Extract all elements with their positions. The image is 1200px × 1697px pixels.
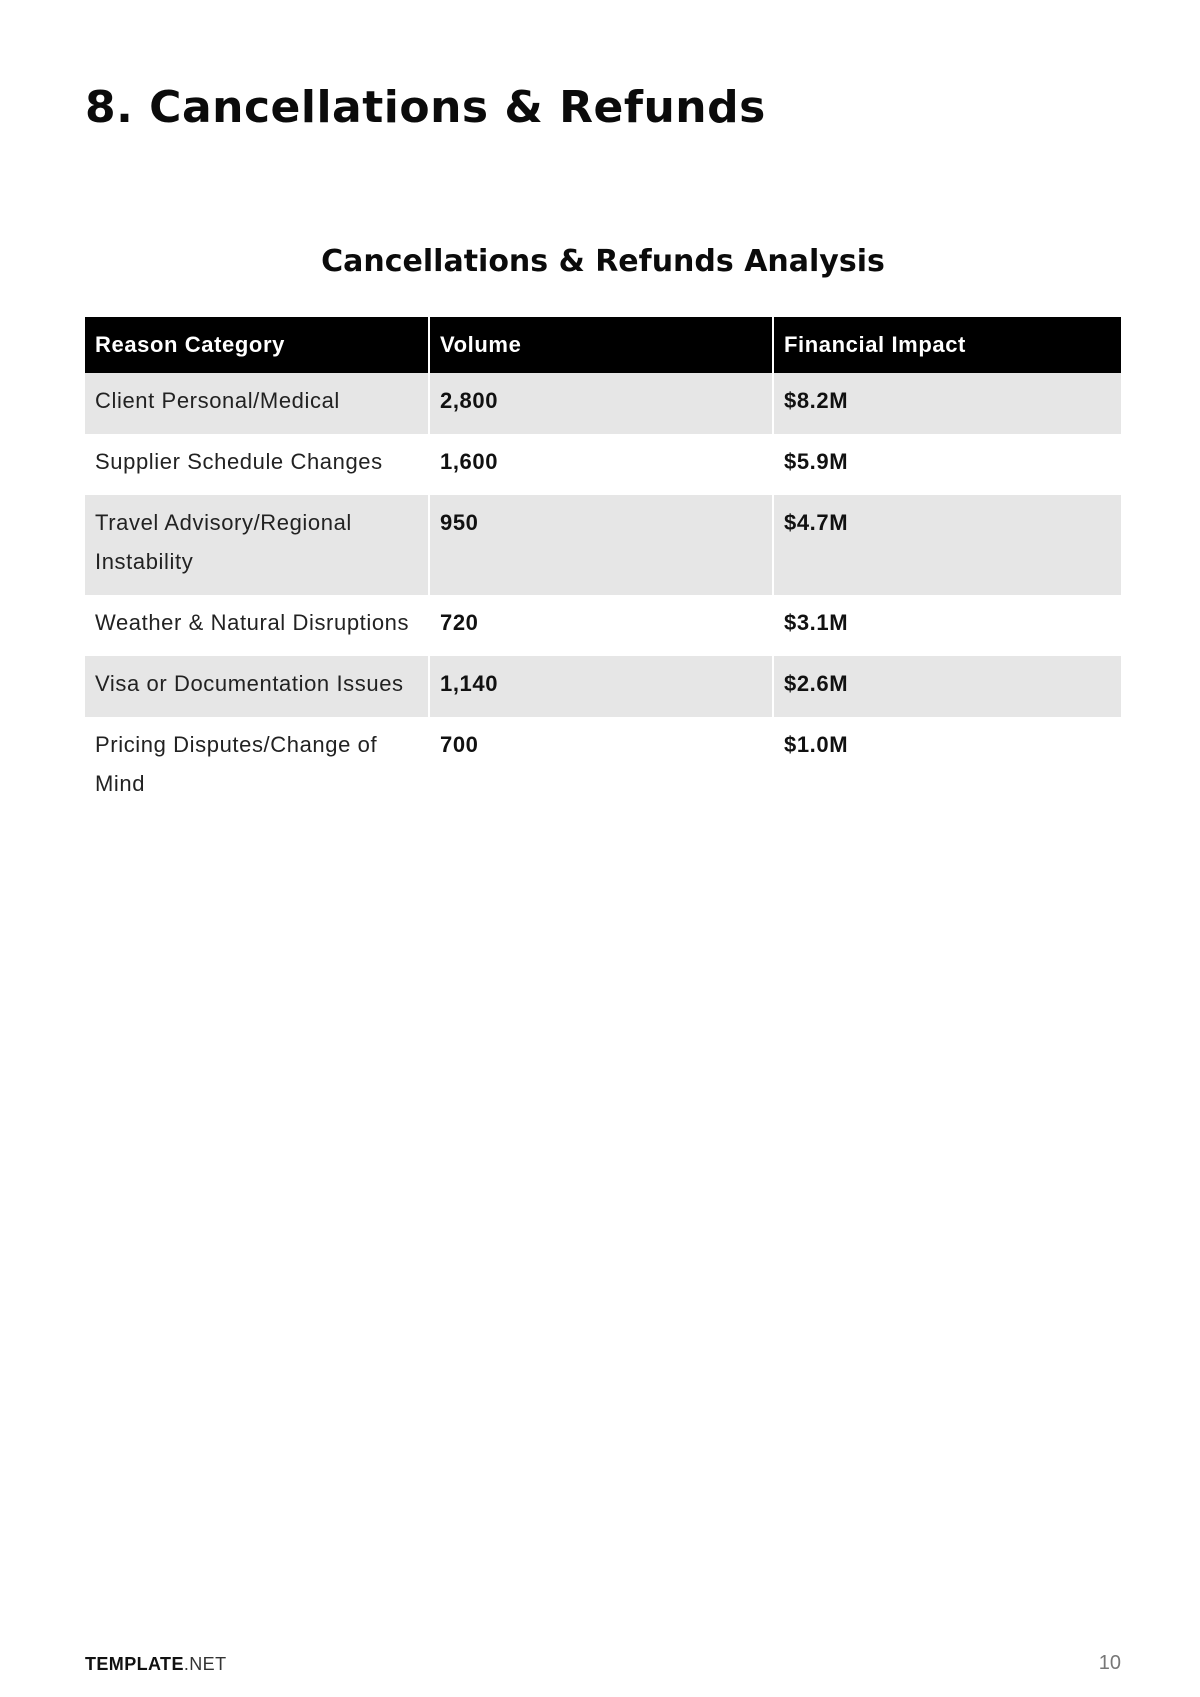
impact-cell: $2.6M (773, 656, 1121, 717)
volume-cell: 1,600 (429, 434, 773, 495)
page-number: 10 (1098, 1652, 1121, 1674)
table-row (85, 434, 1121, 495)
reason-cell: Pricing Disputes/Change of Mind (85, 717, 429, 817)
volume-cell: 2,800 (429, 373, 773, 434)
table-row (85, 656, 1121, 717)
volume-cell: 720 (429, 595, 773, 656)
brand-name-suffix: .NET (183, 1654, 227, 1674)
reason-cell: Travel Advisory/Regional Instability (85, 495, 429, 595)
impact-cell: $8.2M (773, 373, 1121, 434)
reason-cell: Supplier Schedule Changes (85, 434, 429, 495)
volume-cell: 1,140 (429, 656, 773, 717)
volume-cell: 700 (429, 717, 773, 817)
table-header-row (85, 317, 1121, 373)
table-row (85, 495, 1121, 595)
reason-cell: Weather & Natural Disruptions (85, 595, 429, 656)
cancellations-table (85, 317, 1121, 817)
impact-cell: $3.1M (784, 610, 849, 635)
table-title: Cancellations & Refunds Analysis (321, 244, 885, 279)
reason-cell: Client Personal/Medical (85, 373, 429, 434)
footer-brand-logo (85, 1654, 226, 1675)
volume-cell: 950 (429, 495, 773, 595)
table-row (85, 373, 1121, 434)
brand-name-bold: TEMPLATE (85, 1654, 184, 1674)
page-title: 8. Cancellations & Refunds (85, 82, 766, 133)
impact-cell: $1.0M (784, 732, 849, 757)
table-row (85, 717, 1121, 817)
column-header-volume: Volume (429, 317, 773, 373)
column-header-reason: Reason Category (85, 317, 429, 373)
column-header-impact: Financial Impact (773, 317, 1121, 373)
table-row (85, 595, 1121, 656)
impact-cell: $4.7M (773, 495, 1121, 595)
impact-cell: $5.9M (784, 449, 849, 474)
reason-cell: Visa or Documentation Issues (85, 656, 429, 717)
